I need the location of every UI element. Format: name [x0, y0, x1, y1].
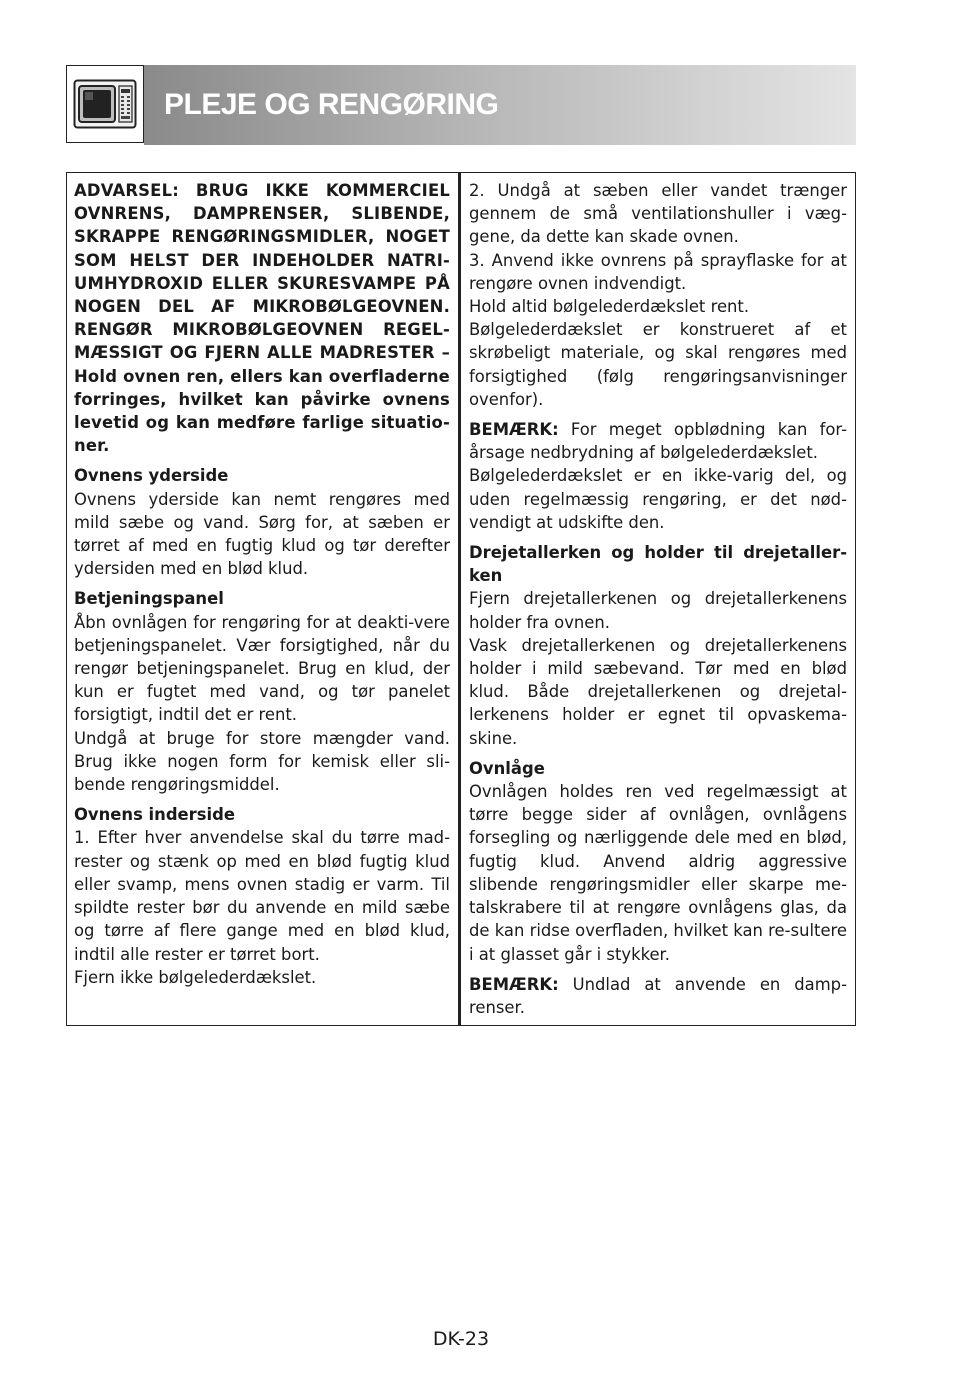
interior-text-3: 2. Undgå at sæben eller vandet trænger gennem de små ventilationshuller i væg-gene, da dette kan skade ovnen. [469, 181, 847, 247]
note-1-text: For meget opblødning kan for-årsage nedbrydning af bølgelederdækslet. [469, 420, 847, 463]
left-column [67, 173, 461, 1025]
turntable-text-1: Fjern drejetallerkenen og drejetallerkenens holder fra ovnen. [469, 589, 847, 632]
turntable-heading: Drejetallerken og holder til drejetaller-ken [469, 543, 847, 586]
panel-text-2: Undgå at bruge for store mængder vand. Brug ikke nogen form for kemisk eller sli-bende rengøringsmiddel. [74, 728, 450, 795]
content-box [66, 172, 856, 1026]
interior-text-5: Hold altid bølgelederdækslet rent. [469, 297, 750, 317]
interior-text-4: 3. Anvend ikke ovnrens på sprayflaske for at rengøre ovnen indvendigt. [469, 250, 847, 293]
interior-text-1: 1. Efter hver anvendelse skal du tørre mad-rester og stænk op med en blød fugtig klud eller svamp, mens ovnen stadig er varm. Til spildte rester bør du anvende en mild sæbe og tørre af flere gange med en blød klud, indtil alle rester er tørret bort. [74, 828, 450, 964]
panel-text-1: Åbn ovnlågen for rengøring for at deakti-vere betjeningspanelet. Vær forsigtighed, når du rengør betjeningspanelet. Brug en klud, der kun er fugtet med vand, og tør panelet forsigtigt, indtil det er rent. [74, 612, 450, 725]
note-2 [469, 973, 847, 1019]
panel-heading: Betjeningspanel [74, 589, 224, 609]
right-column [461, 173, 855, 1025]
exterior-text: Ovnens yderside kan nemt rengøres med mild sæbe og vand. Sørg for, at sæben er tørret af med en fugtig klud og tør derefter ydersiden med en blød klud. [74, 489, 450, 579]
exterior-heading: Ovnens yderside [74, 466, 229, 486]
interior-heading: Ovnens inderside [74, 805, 235, 825]
door-text: Ovnlågen holdes ren ved regelmæssigt at tørre begge sider af ovnlågen, ovnlågens forsegling og nærliggende dele med en blød, fugtig klud. Anvend aldrig aggressive slibende rengøringsmidler eller skarpe me-talskrabere til at rengøre ovnlågens glas, da de kan ridse overfladen, hvilket kan re-sultere i at glasset går i stykker. [469, 782, 847, 964]
interior-text-2: Fjern ikke bølgelederdækslet. [74, 967, 317, 987]
door-heading: Ovnlåge [469, 758, 545, 778]
note-1-text-2: Bølgelederdækslet er en ikke-varig del, og uden regelmæssig rengøring, er det nød-vendigt at udskifte den. [469, 466, 847, 532]
microwave-icon [66, 65, 144, 143]
note-1-label: BEMÆRK: [469, 420, 559, 440]
note-1 [469, 418, 847, 464]
interior-text-6: Bølgelederdækslet er konstrueret af et skrøbeligt materiale, og skal rengøres med forsigtighed (følg rengøringsanvisninger ovenfor). [469, 320, 847, 409]
section-header [66, 65, 856, 145]
page-footer [0, 1328, 954, 1350]
note-2-text: Undlad at anvende en damp-renser. [469, 974, 847, 1017]
turntable-text-2: Vask drejetallerkenen og drejetallerkenens holder i mild sæbevand. Tør med en blød klud. Både drejetallerkenen og drejetal-lerkenens holder er egnet til opvaskema-skine. [469, 635, 847, 748]
note-2-label: BEMÆRK: [469, 974, 559, 994]
page-title: PLEJE OG RENGØRING [164, 88, 499, 121]
warning-text: ADVARSEL: BRUG IKKE KOMMERCIEL OVNRENS, DAMPRENSER, SLIBENDE, SKRAPPE RENGØRINGSMIDLER, NOGET SOM HELST DER INDEHOLDER NATRI-UMHYDROXID ELLER SKURESVAMPE PÅ NOGEN DEL AF MIKROBØLGEOVNEN. RENGØR MIKROBØLGEOVNEN REGEL-MÆSSIGT OG FJERN ALLE MADRESTER – Hold ovnen ren, ellers kan overfladerne forringes, hvilket kan påvirke ovnens levetid og kan medføre farlige situatio-ner. [74, 181, 450, 456]
page-number: DK-23 [432, 1328, 490, 1350]
title-bar [144, 65, 856, 145]
